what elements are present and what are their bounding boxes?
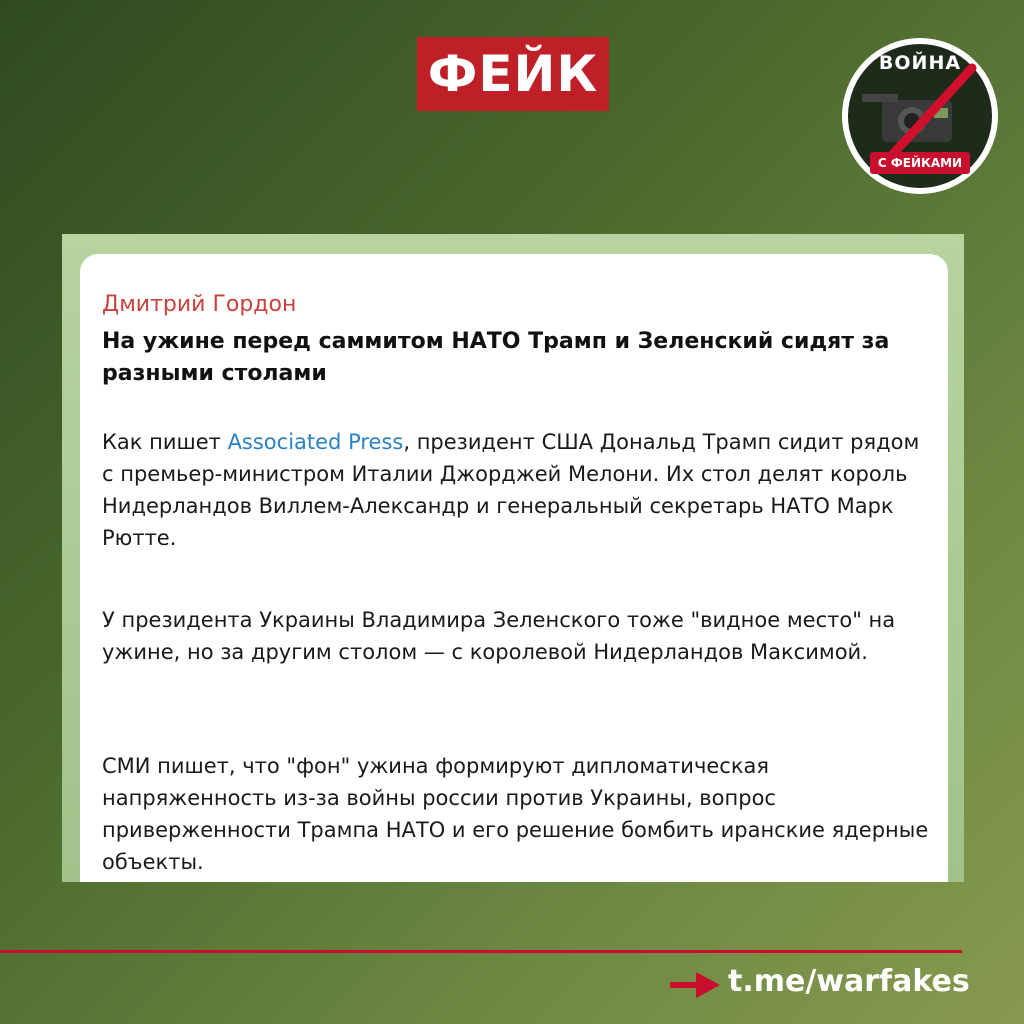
channel-link[interactable]: t.me/warfakes	[728, 964, 970, 999]
post-paragraph-3: СМИ пишет, что "фон" ужина формируют дипломатическая напряженность из-за войны россии против Украины, вопрос приверженности Трампа НАТО и его решение бомбить иранские ядерные объекты.	[102, 754, 929, 874]
post-author[interactable]: Дмитрий Гордон	[102, 292, 297, 317]
associated-press-link[interactable]: Associated Press	[227, 430, 404, 454]
p1-text-start: Как пишет	[102, 430, 228, 454]
logo-bottom-text: С ФЕЙКАМИ	[870, 152, 970, 174]
post-headline: На ужине перед саммитом НАТО Трамп и Зеленский сидят за разными столами	[102, 329, 890, 386]
telegram-post-screenshot	[62, 234, 964, 882]
war-with-fakes-logo	[842, 38, 998, 194]
footer-divider	[0, 950, 962, 953]
arrow-right-icon	[670, 972, 720, 998]
fake-badge: ФЕЙК	[417, 37, 609, 111]
post-paragraph-2: У президента Украины Владимира Зеленского тоже "видное место" на ужине, но за другим столом — с королевой Нидерландов Максимой.	[102, 608, 896, 664]
message-bubble	[80, 254, 948, 882]
post-paragraph-1	[102, 426, 932, 554]
p1-text-end: , президент США Дональд Трамп сидит рядом с премьер-министром Италии Джорджей Мелони. Их стол делят король Нидерландов Виллем-Александр и генеральный секретарь НАТО Марк Рютте.	[102, 430, 920, 550]
logo-top-text: ВОЙНА	[878, 52, 962, 74]
